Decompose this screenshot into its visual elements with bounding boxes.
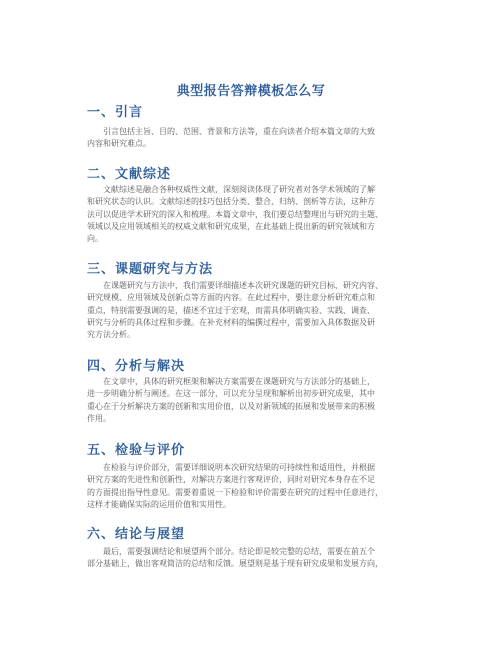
section-paragraph-verification-evaluation [87,462,427,511]
section-heading-conclusion-outlook: 六、结论与展望 [87,527,186,542]
section-heading-literature-review: 二、文献综述 [87,167,172,182]
paragraph-line: 在课题研究与方法中，我们需要详细描述本次研究课题的研究目标、研究内容、 [103,281,383,290]
paragraph-line: 的方面提出指导性意见。需要着重说一下检验和评价需要在研究的过程中任意进行， [87,487,383,497]
paragraph-line: 研究方案的先进性和创新性，对解决方案进行客观评价，同时对研究本身存在不足 [87,475,375,485]
section-paragraph-conclusion-outlook [87,546,427,571]
paragraph-line: 重心在于分析解决方案的创新和实用价值，以及对新领域的拓展和发展带来的积极 [87,401,375,411]
section-heading-verification-evaluation: 五、检验与评价 [87,443,186,458]
section-heading-research-methods: 三、课题研究与方法 [87,262,214,277]
document-title: 典型报告答辩模板怎么写 [176,84,326,99]
paragraph-line: 在检验与评价部分，需要详细说明本次研究结果的可持续性和适用性，并根据 [103,463,375,472]
section-paragraph-introduction [87,126,427,151]
paragraph-line: 重点，特别需要强调的是，描述不宜过于宏观，而需具体明确实验、实践、调查、 [87,305,375,315]
paragraph-line: 法可以促进学术研究的深入和梳理。本篇文章中，我们要总结整理出与研究的主题、 [87,209,383,219]
paragraph-line: 最后，需要强调结论和展望两个部分。结论即是较完整的总结，需要在前五个 [103,547,375,556]
paragraph-line: 部分基础上，做出客观简洁的总结和反馈。展望则是基于现有研究成果和发展方向， [87,559,383,569]
section-heading-analysis-solution: 四、分析与解决 [87,359,186,374]
paragraph-line: 引言包括主旨、目的、范围、背景和方法等，重在向读者介绍本篇文章的大致 [103,127,375,136]
paragraph-line: 进一步明确分析与阐述。在这一部分，可以充分呈现和解析出初步研究成果，其中 [87,389,375,399]
paragraph-line: 研究规模、应用领域及创新点等方面的内容。在此过程中，要注意分析研究难点和 [87,293,375,303]
section-heading-introduction: 一、引言 [87,105,144,120]
paragraph-line: 和研究状态的认识。文献综述的技巧包括分类、整合、归纳、剖析等方法，这种方 [87,197,375,207]
paragraph-line: 领域以及应用领域相关的权威文献和研究成果，在此基础上提出新的研究领域和方 [87,221,375,231]
paragraph-line: 这样才能确保实际的运用价值和实用性。 [87,499,231,509]
paragraph-line: 作用。 [87,413,111,423]
paragraph-line: 在文章中，具体的研究框架和解决方案需要在课题研究与方法部分的基础上， [103,377,375,386]
paragraph-line: 向。 [87,234,103,244]
section-paragraph-research-methods [87,280,427,341]
paragraph-line: 内容和研究难点。 [87,139,151,149]
section-paragraph-literature-review [87,184,427,245]
paragraph-line: 究方法分析。 [87,330,135,340]
paragraph-line: 研究与分析的具体过程和步骤。在补充材料的编撰过程中，需要加入具体数据及研 [87,317,375,327]
section-paragraph-analysis-solution [87,376,427,425]
paragraph-line: 文献综述是融合各种权威性文献，深刻阅读体现了研究者对各学术领域的了解 [103,185,375,194]
